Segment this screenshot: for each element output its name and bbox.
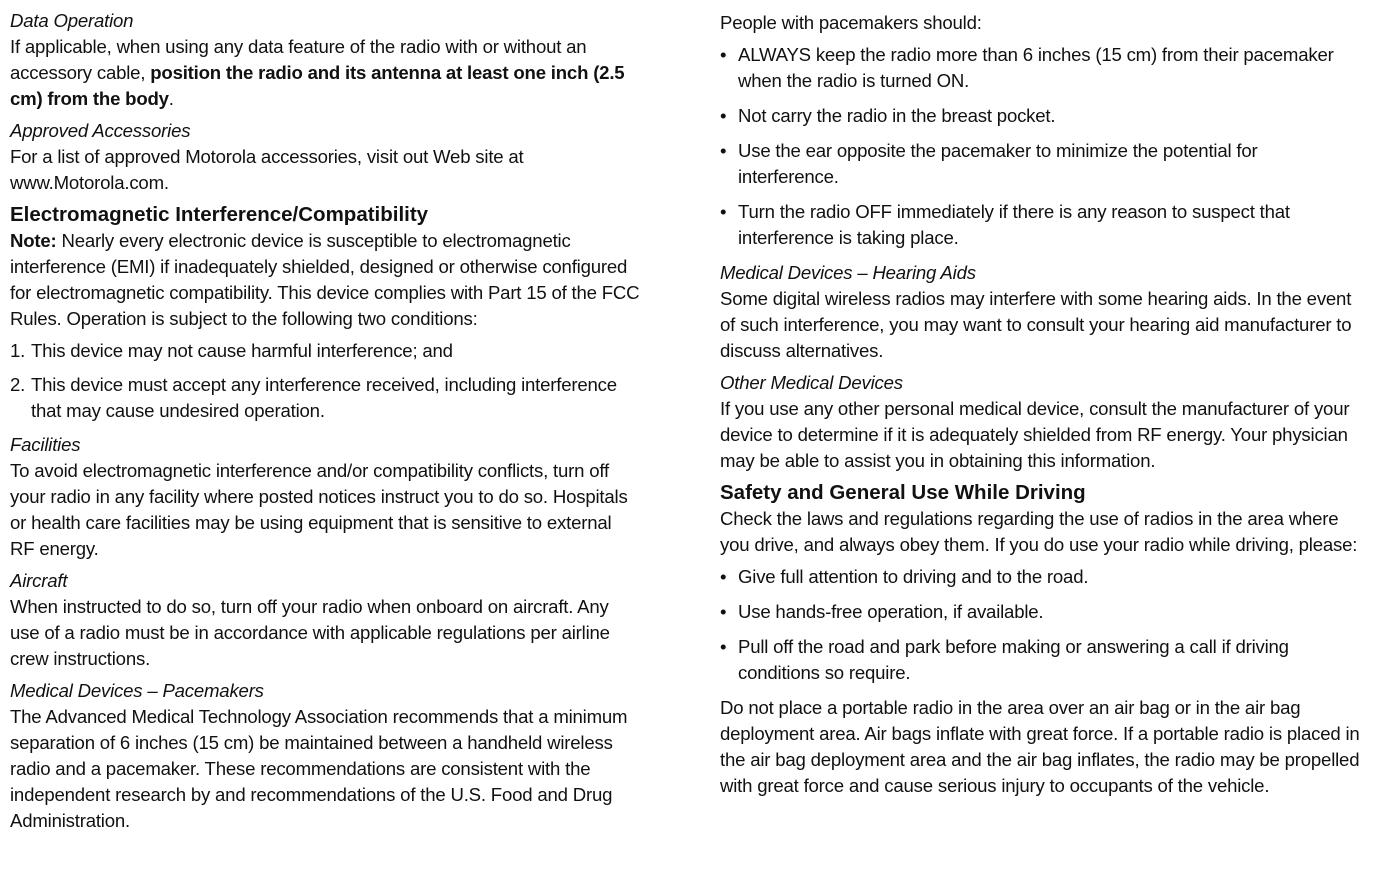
aircraft-text: When instructed to do so, turn off your radio when onboard on aircraft. Any use of a radio must be in accordance with applicable regulations per airline crew instructions. — [10, 596, 610, 669]
list-item — [720, 103, 1360, 129]
pacemaker-people-intro: People with pacemakers should: — [720, 12, 982, 33]
hearing-aids-text: Some digital wireless radios may interfere with some hearing aids. In the event of such interference, you may want to consult your hearing aid manufacturer to discuss alternatives. — [720, 288, 1352, 361]
list-item-number: 2. — [10, 374, 26, 395]
approved-accessories-text: For a list of approved Motorola accessories, visit out Web site at www.Motorola.com. — [10, 146, 524, 193]
data-operation-text-end: . — [168, 88, 174, 109]
pacemaker-people-section — [720, 10, 1360, 251]
airbag-warning-text: Do not place a portable radio in the area over an air bag or in the air bag deployment area. Air bags inflate with great force. If a portable radio is placed in the air bag deployment area and the air bag inflates, the radio may be propelled with great force and cause serious injury to occupants of the vehicle. — [720, 697, 1360, 796]
right-column — [720, 10, 1360, 805]
bullet-icon: • — [720, 140, 727, 161]
facilities-text: To avoid electromagnetic interference and/or compatibility conflicts, turn off your radio in any facility where posted notices instruct you to do so. Hospitals or health care facilities may be using equipment that is sensitive to external RF energy. — [10, 460, 628, 559]
bullet-icon: • — [720, 105, 727, 126]
approved-accessories-section — [10, 118, 640, 196]
list-item-text: Turn the radio OFF immediately if there is any reason to suspect that interference is taking place. — [738, 201, 1290, 248]
pacemakers-heading: Medical Devices – Pacemakers — [10, 680, 264, 701]
emi-note-text: Nearly every electronic device is susceptible to electromagnetic interference (EMI) if inadequately shielded, designed or otherwise configured for electromagnetic compatibility. This device complies with Part 15 of the FCC Rules. Operation is subject to the following two conditions: — [10, 230, 640, 329]
pacemaker-people-list — [720, 42, 1360, 251]
aircraft-heading: Aircraft — [10, 570, 68, 591]
facilities-section — [10, 432, 640, 562]
other-medical-section — [720, 370, 1360, 474]
list-item-text: This device must accept any interference received, including interference that may cause undesired operation. — [31, 374, 617, 421]
driving-heading: Safety and General Use While Driving — [720, 481, 1086, 504]
list-item-text: Not carry the radio in the breast pocket. — [738, 105, 1056, 126]
other-medical-heading: Other Medical Devices — [720, 372, 903, 393]
data-operation-section — [10, 8, 640, 112]
bullet-icon: • — [720, 636, 727, 657]
left-column — [10, 8, 640, 840]
list-item — [10, 338, 640, 364]
data-operation-text-start: If applicable, when using any data feature of the radio with or without an accessory cable, — [10, 36, 587, 83]
list-item — [720, 199, 1360, 251]
list-item — [10, 372, 640, 424]
list-item-text: Pull off the road and park before making or answering a call if driving conditions so require. — [738, 636, 1289, 683]
bullet-icon: • — [720, 201, 727, 222]
list-item-text: ALWAYS keep the radio more than 6 inches (15 cm) from their pacemaker when the radio is turned ON. — [738, 44, 1334, 91]
list-item — [720, 564, 1360, 590]
emi-note-label: Note: — [10, 230, 57, 251]
emi-conditions-list — [10, 338, 640, 424]
list-item-text: This device may not cause harmful interference; and — [31, 340, 453, 361]
list-item-number: 1. — [10, 340, 26, 361]
hearing-aids-heading: Medical Devices – Hearing Aids — [720, 262, 976, 283]
driving-section — [720, 480, 1360, 799]
driving-text: Check the laws and regulations regarding the use of radios in the area where you drive, and always obey them. If you do use your radio while driving, please: — [720, 508, 1358, 555]
list-item — [720, 599, 1360, 625]
data-operation-heading: Data Operation — [10, 10, 134, 31]
list-item-text: Give full attention to driving and to the road. — [738, 566, 1089, 587]
data-operation-text — [10, 34, 640, 112]
data-operation-text-bold: position the radio and its antenna at least one inch (2.5 cm) from the body — [10, 62, 625, 109]
aircraft-section — [10, 568, 640, 672]
emi-section — [10, 202, 640, 424]
bullet-icon: • — [720, 566, 727, 587]
pacemakers-text: The Advanced Medical Technology Association recommends that a minimum separation of 6 inches (15 cm) be maintained between a handheld wireless radio and a pacemaker. These recommendations are consistent with the independent research by and recommendations of the U.S. Food and Drug Administration. — [10, 706, 628, 831]
other-medical-text: If you use any other personal medical device, consult the manufacturer of your device to determine if it is adequately shielded from RF energy. Your physician may be able to assist you in obtaining this information. — [720, 398, 1350, 471]
facilities-heading: Facilities — [10, 434, 81, 455]
approved-accessories-heading: Approved Accessories — [10, 120, 191, 141]
list-item — [720, 138, 1360, 190]
bullet-icon: • — [720, 601, 727, 622]
emi-heading: Electromagnetic Interference/Compatibility — [10, 203, 429, 226]
list-item — [720, 42, 1360, 94]
bullet-icon: • — [720, 44, 727, 65]
list-item-text: Use the ear opposite the pacemaker to minimize the potential for interference. — [738, 140, 1258, 187]
emi-note — [10, 228, 640, 332]
hearing-aids-section — [720, 260, 1360, 364]
driving-list — [720, 564, 1360, 686]
list-item-text: Use hands-free operation, if available. — [738, 601, 1044, 622]
pacemakers-section — [10, 678, 640, 834]
list-item — [720, 634, 1360, 686]
